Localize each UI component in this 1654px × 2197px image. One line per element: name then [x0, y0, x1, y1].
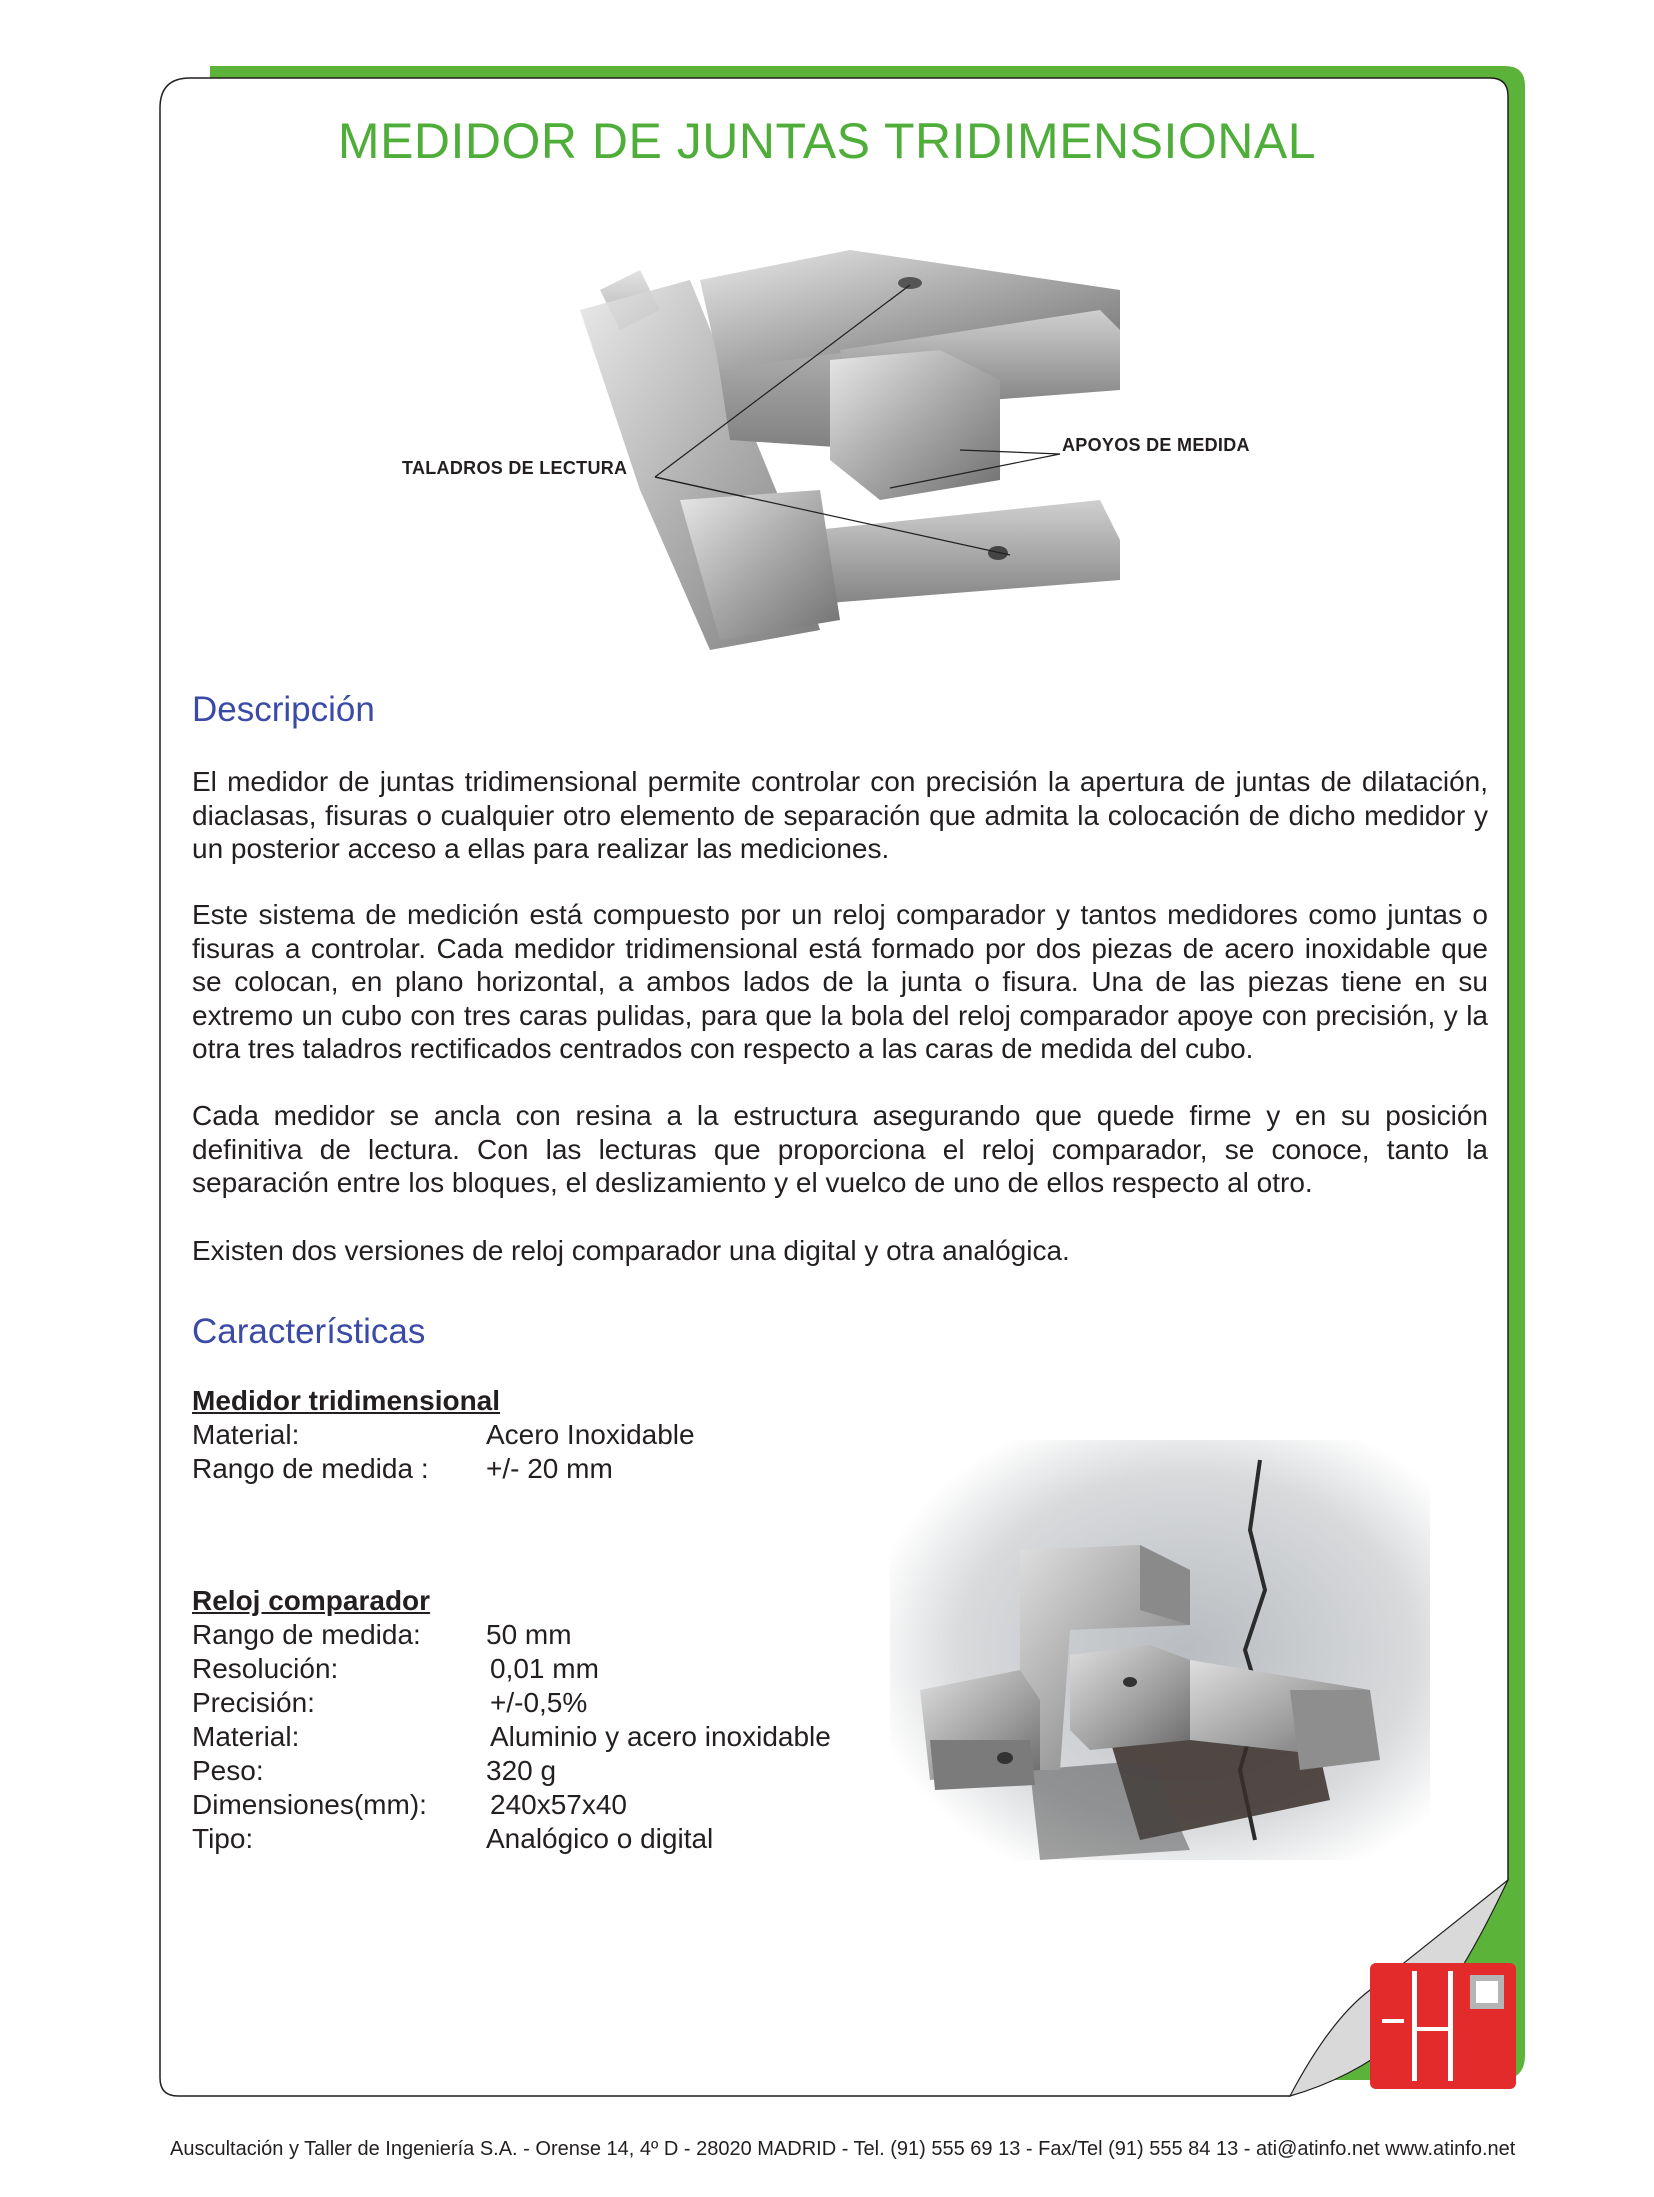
spec-value: 320 g [486, 1755, 557, 1786]
spec-key: Precisión: [192, 1687, 315, 1718]
spec-key: Rango de medida : [192, 1453, 429, 1484]
spec-value: +/-0,5% [490, 1687, 588, 1718]
caracteristicas-heading: Características [192, 1312, 426, 1351]
descripcion-paragraph-2: Este sistema de medición está compuesto por un reloj comparador y tantos medidores como juntas o fisuras a controlar. Cada medidor tridimensional está formado por dos piezas de acero inoxidable que se colocan, en plano horizontal, a ambos lados de la junta o fisura. Una de las piezas tiene en su extremo un cubo con tres caras pulidas, para que la bola del reloj comparador apoye con precisión, y la otra tres taladros rectificados centrados con respecto a las caras de medida del cubo. [192, 899, 1488, 1064]
reloj-heading: Reloj comparador [192, 1585, 431, 1616]
company-logo [1370, 1963, 1516, 2089]
spec-value: Analógico o digital [486, 1823, 714, 1854]
label-taladros: TALADROS DE LECTURA [402, 458, 628, 478]
descripcion-heading: Descripción [192, 690, 375, 729]
spec-value: 0,01 mm [490, 1653, 599, 1684]
spec-value: 50 mm [486, 1619, 572, 1650]
descripcion-paragraph-4: Existen dos versiones de reloj comparador una digital y otra analógica. [192, 1235, 1070, 1266]
page-title: MEDIDOR DE JUNTAS TRIDIMENSIONAL [337, 113, 1317, 169]
spec-key: Tipo: [192, 1823, 254, 1854]
descripcion-paragraph-3: Cada medidor se ancla con resina a la estructura asegurando que quede firme y en su posición definitiva de lectura. Con las lecturas que proporciona el reloj comparador, se conoce, tanto la separación entre los bloques, el deslizamiento y el vuelco de uno de ellos respecto al otro. [192, 1100, 1488, 1198]
spec-key: Material: [192, 1721, 300, 1752]
spec-key: Peso: [192, 1755, 264, 1786]
spec-value: Acero Inoxidable [486, 1419, 695, 1450]
spec-key: Resolución: [192, 1653, 339, 1684]
installed-photo [890, 1440, 1430, 1860]
spec-key: Rango de medida: [192, 1619, 421, 1650]
medidor-heading: Medidor tridimensional [192, 1385, 501, 1416]
descripcion-paragraph-1: El medidor de juntas tridimensional permite controlar con precisión la apertura de juntas de dilatación, diaclasas, fisuras o cualquier otro elemento de separación que admita la colocación de dicho medidor y un posterior acceso a ellas para realizar las mediciones. [192, 766, 1488, 864]
spec-value: Aluminio y acero inoxidable [490, 1721, 831, 1752]
spec-value: +/- 20 mm [486, 1453, 613, 1484]
footer-contact: Auscultación y Taller de Ingeniería S.A. - Orense 14, 4º D - 28020 MADRID - Tel. (91) 555 69 13 - Fax/Tel (91) 555 84 13 - ati@atinfo.net www.atinfo.net [170, 2138, 1516, 2160]
spec-key: Dimensiones(mm): [192, 1789, 427, 1820]
label-apoyos: APOYOS DE MEDIDA [1062, 435, 1250, 455]
spec-key: Material: [192, 1419, 300, 1450]
spec-value: 240x57x40 [490, 1789, 628, 1820]
